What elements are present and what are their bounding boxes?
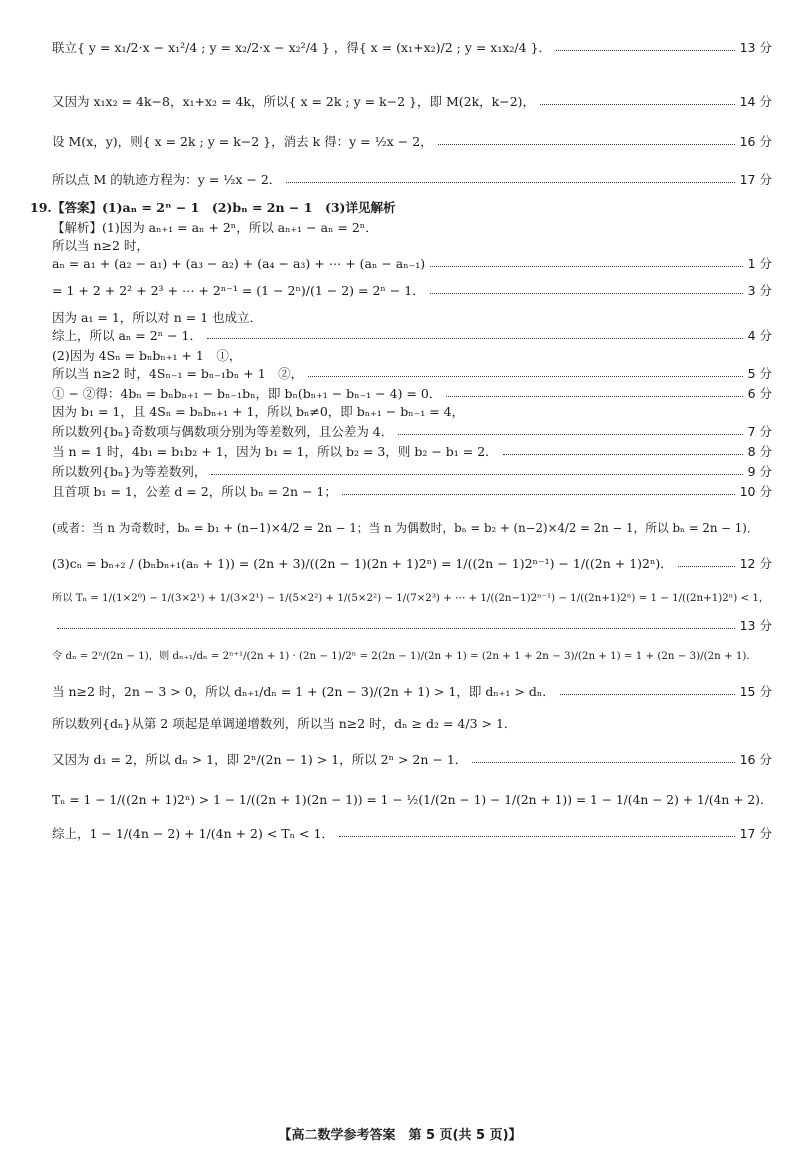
solution-text: 又因为 x₁x₂ = 4k−8，x₁+x₂ = 4k，所以{ x = 2k ; y = k−2 }，即 M(2k，k−2)， xyxy=(52,94,536,109)
leader-dots xyxy=(207,338,743,339)
score-points: 16 分 xyxy=(739,134,772,149)
solution-line xyxy=(52,484,772,500)
leader-dots xyxy=(472,762,734,763)
solution-line xyxy=(52,200,772,216)
leader-dots xyxy=(446,396,742,397)
solution-text: 当 n≥2 时，2n − 3 > 0，所以 dₙ₊₁/dₙ = 1 + (2n − 3)/(2n + 1) > 1，即 dₙ₊₁ > dₙ． xyxy=(52,684,555,699)
solution-text: 所以数列{bₙ}奇数项与偶数项分别为等差数列，且公差为 4． xyxy=(52,424,394,439)
score-points: 17 分 xyxy=(739,172,772,187)
leader-dots xyxy=(57,628,735,629)
solution-line xyxy=(52,792,772,808)
solution-line xyxy=(52,172,772,188)
score-points: 16 分 xyxy=(739,752,772,767)
solution-text: 所以点 M 的轨迹方程为：y = ½x − 2． xyxy=(52,172,282,187)
solution-text: 且首项 b₁ = 1，公差 d = 2，所以 bₙ = 2n − 1； xyxy=(52,484,337,499)
score-points: 6 分 xyxy=(747,386,772,401)
solution-text: (2)因为 4Sₙ = bₙbₙ₊₁ + 1 ①， xyxy=(52,348,242,363)
solution-text: 因为 a₁ = 1，所以对 n = 1 也成立． xyxy=(52,310,263,325)
solution-line xyxy=(52,716,772,732)
solution-line xyxy=(52,464,772,480)
leader-dots xyxy=(678,566,735,567)
leader-dots xyxy=(540,104,735,105)
solution-text: 综上，所以 aₙ = 2ⁿ − 1． xyxy=(52,328,202,343)
leader-dots xyxy=(560,694,735,695)
solution-text: 设 M(x，y)，则{ x = 2k ; y = k−2 }，消去 k 得：y = ½x − 2， xyxy=(52,134,433,149)
solution-text: (或者：当 n 为奇数时，bₙ = b₁ + (n−1)×4/2 = 2n − 1；当 n 为偶数时，bₙ = b₂ + (n−2)×4/2 = 2n − 1，所以 bₙ = 2n − 1)． xyxy=(52,521,759,535)
solution-line xyxy=(52,256,772,272)
solution-text: = 1 + 2 + 2² + 2³ + ⋯ + 2ⁿ⁻¹ = (1 − 2ⁿ)/(1 − 2) = 2ⁿ − 1． xyxy=(52,283,425,298)
solution-line xyxy=(52,283,772,299)
score-points: 12 分 xyxy=(739,556,772,571)
leader-dots xyxy=(286,182,734,183)
solution-line xyxy=(52,386,772,402)
leader-dots xyxy=(342,494,735,495)
question-number: 19. xyxy=(30,200,52,215)
solution-line xyxy=(52,366,772,382)
solution-line xyxy=(52,618,772,634)
score-points: 7 分 xyxy=(747,424,772,439)
leader-dots xyxy=(430,266,742,267)
score-points: 10 分 xyxy=(739,484,772,499)
solution-line xyxy=(52,648,772,664)
solution-text: 【答案】(1)aₙ = 2ⁿ − 1 (2)bₙ = 2n − 1 (3)详见解析 xyxy=(52,200,396,215)
solution-line xyxy=(52,444,772,460)
solution-text: aₙ = a₁ + (a₂ − a₁) + (a₃ − a₂) + (a₄ − a₃) + ⋯ + (aₙ − aₙ₋₁) xyxy=(52,256,426,271)
solution-line xyxy=(52,556,772,572)
solution-text: 所以数列{bₙ}为等差数列， xyxy=(52,464,207,479)
leader-dots xyxy=(556,50,735,51)
solution-text: 所以当 n≥2 时， xyxy=(52,238,149,253)
solution-line xyxy=(52,94,772,110)
solution-text: 所以 Tₙ = 1/(1×2⁰) − 1/(3×2¹) + 1/(3×2¹) − 1/(5×2²) + 1/(5×2²) − 1/(7×2³) + ⋯ + 1/((2n−1)2ⁿ⁻¹) − 1/((2n+1)2ⁿ) = 1 − 1/((2n+1)2ⁿ) < 1， xyxy=(52,592,770,604)
solution-text: 联立{ y = x₁/2·x − x₁²/4 ; y = x₂/2·x − x₂²/4 } ，得{ x = (x₁+x₂)/2 ; y = x₁x₂/4 }． xyxy=(52,40,552,55)
score-points: 14 分 xyxy=(739,94,772,109)
score-points: 8 分 xyxy=(747,444,772,459)
solution-line xyxy=(52,424,772,440)
leader-dots xyxy=(339,836,735,837)
solution-line xyxy=(52,590,772,606)
score-points: 13 分 xyxy=(739,40,772,55)
score-points: 4 分 xyxy=(747,328,772,343)
leader-dots xyxy=(430,293,743,294)
solution-text: 令 dₙ = 2ⁿ/(2n − 1)，则 dₙ₊₁/dₙ = 2ⁿ⁺¹/(2n + 1) · (2n − 1)/2ⁿ = 2(2n − 1)/(2n + 1) = (2n + 1 + 2n − 3)/(2n + 1) = 1 + (2n − 3)/(2n + 1)． xyxy=(52,650,757,662)
solution-text: 所以数列{dₙ}从第 2 项起是单调递增数列，所以当 n≥2 时，dₙ ≥ d₂ = 4/3 > 1． xyxy=(52,716,517,731)
solution-text: Tₙ = 1 − 1/((2n + 1)2ⁿ) > 1 − 1/((2n + 1)(2n − 1)) = 1 − ½(1/(2n − 1) − 1/(2n + 1)) = 1 − 1/(4n − 2) + 1/(4n + 2)． xyxy=(52,793,773,807)
score-points: 1 分 xyxy=(747,256,772,271)
solution-line xyxy=(52,826,772,842)
solution-text: 综上，1 − 1/(4n − 2) + 1/(4n + 2) < Tₙ < 1． xyxy=(52,826,334,841)
solution-text: ① − ②得：4bₙ = bₙbₙ₊₁ − bₙ₋₁bₙ，即 bₙ(bₙ₊₁ − bₙ₋₁ − 4) = 0． xyxy=(52,386,442,401)
solution-line xyxy=(52,40,772,56)
score-points: 5 分 xyxy=(747,366,772,381)
score-points: 15 分 xyxy=(739,684,772,699)
score-points: 13 分 xyxy=(739,618,772,633)
leader-dots xyxy=(308,376,742,377)
solution-line xyxy=(52,684,772,700)
leader-dots xyxy=(503,454,743,455)
solution-text: 当 n = 1 时，4b₁ = b₁b₂ + 1，因为 b₁ = 1，所以 b₂ = 3，则 b₂ − b₁ = 2． xyxy=(52,444,498,459)
solution-text: (3)cₙ = bₙ₊₂ / (bₙbₙ₊₁(aₙ + 1)) = (2n + 3)/((2n − 1)(2n + 1)2ⁿ) = 1/((2n − 1)2ⁿ⁻¹) − 1/((2n + 1)2ⁿ)． xyxy=(52,556,673,571)
solution-line xyxy=(52,404,772,420)
solution-line xyxy=(52,328,772,344)
solution-line xyxy=(52,310,772,326)
solution-line xyxy=(52,520,772,536)
solution-line xyxy=(52,238,772,254)
solution-text: 【解析】(1)因为 aₙ₊₁ = aₙ + 2ⁿ，所以 aₙ₊₁ − aₙ = 2ⁿ． xyxy=(52,220,378,235)
score-points: 3 分 xyxy=(747,283,772,298)
solution-line xyxy=(52,134,772,150)
solution-line xyxy=(52,348,772,364)
leader-dots xyxy=(398,434,742,435)
solution-line xyxy=(52,752,772,768)
solution-text: 因为 b₁ = 1，且 4Sₙ = bₙbₙ₊₁ + 1，所以 bₙ≠0，即 bₙ₊₁ − bₙ₋₁ = 4， xyxy=(52,404,465,419)
leader-dots xyxy=(438,144,735,145)
solution-text: 又因为 d₁ = 2，所以 dₙ > 1，即 2ⁿ/(2n − 1) > 1，所以 2ⁿ > 2n − 1． xyxy=(52,752,468,767)
leader-dots xyxy=(211,474,742,475)
solution-text: 所以当 n≥2 时，4Sₙ₋₁ = bₙ₋₁bₙ + 1 ②， xyxy=(52,366,304,381)
score-points: 9 分 xyxy=(747,464,772,479)
solution-line xyxy=(52,220,772,236)
score-points: 17 分 xyxy=(739,826,772,841)
page-footer: 【高二数学参考答案 第 5 页(共 5 页)】 xyxy=(278,1128,522,1143)
